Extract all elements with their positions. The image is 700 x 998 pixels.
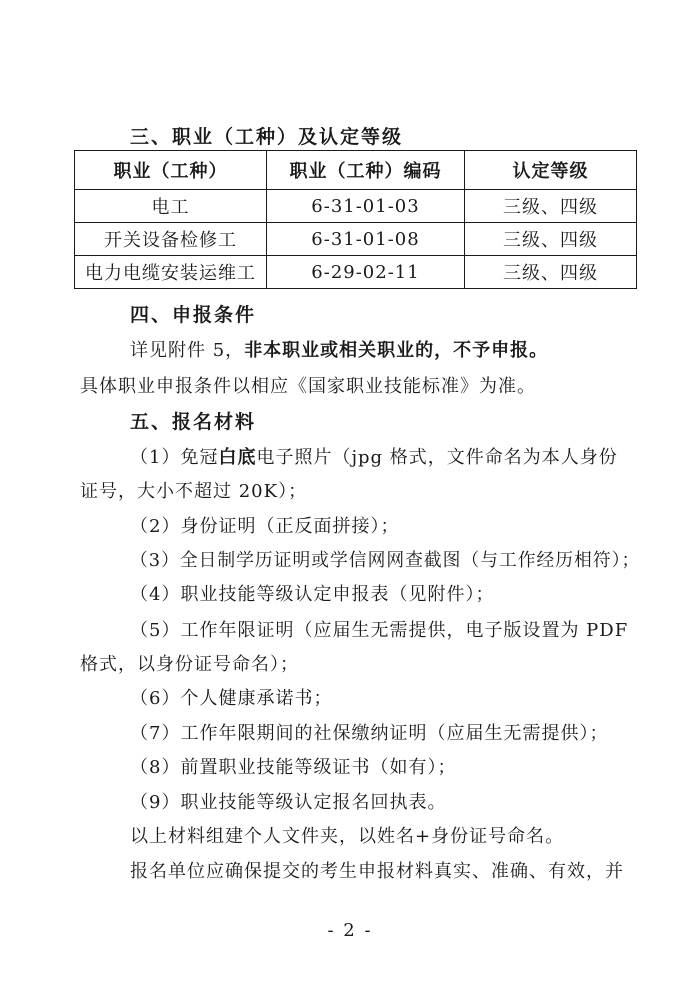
table-row — [75, 190, 637, 223]
cell-level: 三级、四级 — [465, 256, 637, 289]
cell-level: 三级、四级 — [465, 223, 637, 256]
table-row — [75, 223, 637, 256]
list-item-9: （9）职业技能等级认定报名回执表。 — [130, 792, 447, 813]
cell-occupation: 开关设备检修工 — [75, 223, 267, 256]
header-occupation: 职业（工种） — [75, 151, 267, 190]
section5-heading: 五、报名材料 — [130, 411, 257, 433]
list-item-4: （4）职业技能等级认定申报表（见附件）； — [130, 584, 495, 605]
eligibility-emphasis: 非本职业或相关职业的，不予申报。 — [244, 340, 549, 361]
list-item-8: （8）前置职业技能等级证书（如有）； — [130, 757, 457, 778]
cell-code: 6-29-02-11 — [267, 256, 465, 289]
list-item-2: （2）身份证明（正反面拼接）； — [130, 516, 400, 537]
header-occupation-code: 职业（工种）编码 — [267, 151, 465, 190]
item1-prefix: （1）免冠 — [130, 447, 219, 468]
paragraph-responsibility: 报名单位应确保提交的考生申报材料真实、准确、有效，并 — [130, 861, 624, 882]
paragraph-standard: 具体职业申报条件以相应《国家职业技能标准》为准。 — [80, 376, 536, 397]
list-item-1-continued: 证号，大小不超过 20K）； — [80, 481, 308, 502]
section3-heading: 三、职业（工种）及认定等级 — [130, 126, 404, 148]
page-number: - 2 - — [327, 920, 373, 941]
header-level: 认定等级 — [465, 151, 637, 190]
paragraph-folder: 以上材料组建个人文件夹，以姓名+身份证号命名。 — [130, 826, 565, 847]
occupation-table — [74, 150, 637, 289]
list-item-7: （7）工作年限期间的社保缴纳证明（应届生无需提供）； — [130, 723, 609, 744]
cell-level: 三级、四级 — [465, 190, 637, 223]
list-item-5-continued: 格式，以身份证号命名）； — [80, 654, 299, 675]
list-item-3: （3）全日制学历证明或学信网网查截图（与工作经历相符）； — [130, 550, 641, 571]
list-item-5: （5）工作年限证明（应届生无需提供，电子版设置为 PDF — [130, 620, 629, 641]
list-item-1 — [130, 443, 618, 469]
item1-emphasis: 白底 — [218, 447, 257, 468]
cell-code: 6-31-01-08 — [267, 223, 465, 256]
item1-rest: 电子照片（jpg 格式，文件命名为本人身份 — [256, 447, 618, 468]
cell-code: 6-31-01-03 — [267, 190, 465, 223]
paragraph-eligibility — [130, 336, 548, 362]
cell-occupation: 电工 — [75, 190, 267, 223]
table-row — [75, 256, 637, 289]
section4-heading: 四、申报条件 — [130, 304, 257, 326]
list-item-6: （6）个人健康承诺书； — [130, 688, 333, 709]
table-header-row — [75, 151, 637, 190]
eligibility-text: 详见附件 5， — [130, 340, 245, 361]
cell-occupation: 电力电缆安装运维工 — [75, 256, 267, 289]
